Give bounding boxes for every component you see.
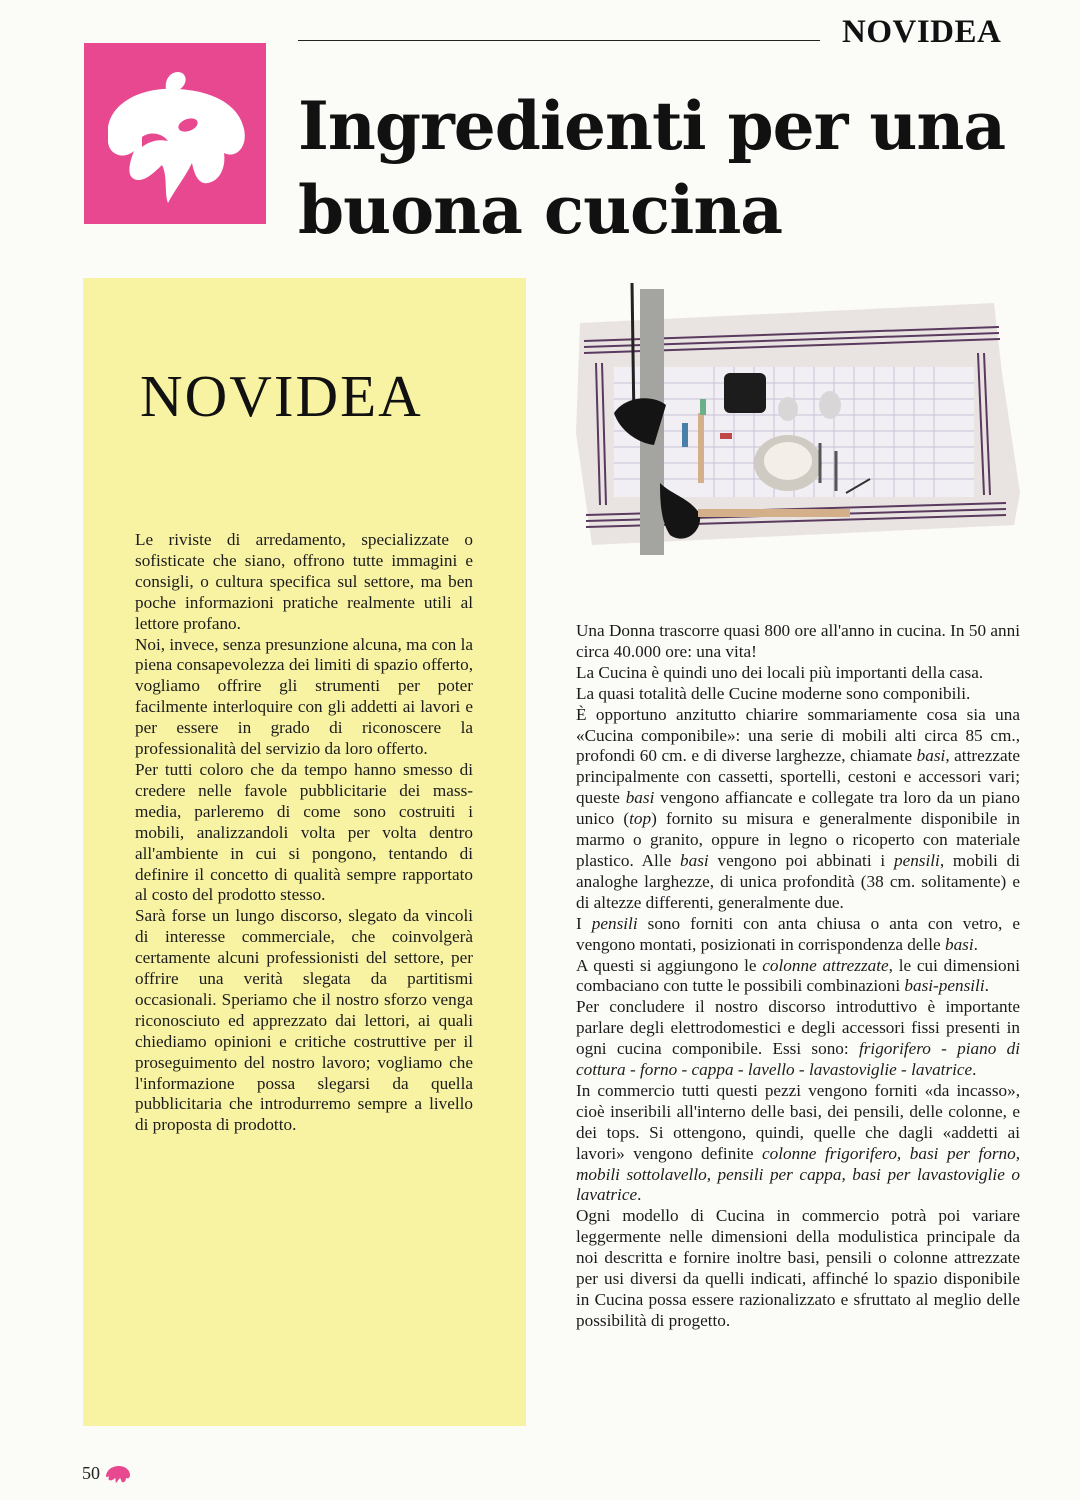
small-pink-logo-icon xyxy=(104,1464,132,1484)
page-number: 50 xyxy=(82,1463,100,1483)
intro-paragraph: Le riviste di arredamento, specializzate o sofisticate che siano, offrono tutte immagini e consigli, o cultura specifica sul settore, ma ben poche informazioni pratiche realmente utili al lettore profano. xyxy=(135,530,473,633)
body-text: In commercio tutti questi pezzi vengono forniti «da incasso», cioè inseribili all'interno delle basi, dei pensili, delle colonne, e dei tops. Si ottengono, quindi, quelle che dagli «addetti ai lavori» vengono definite xyxy=(576,1080,1020,1163)
stylized-elephant-logo-icon xyxy=(84,43,266,224)
body-paragraph xyxy=(576,997,1020,1081)
body-paragraph: La Cucina è quindi uno dei locali più importanti della casa. xyxy=(576,662,984,682)
body-text: , attrezzate principalmente con cassetti, sportelli, cestoni e accessori vari; queste xyxy=(576,746,1020,808)
body-paragraph xyxy=(576,914,1020,956)
body-paragraph: La quasi totalità delle Cucine moderne sono componibili. xyxy=(576,683,971,703)
body-text: vengono affiancate e collegate tra loro da un piano unico ( xyxy=(576,788,1020,829)
body-text: A questi si aggiungono le xyxy=(576,955,763,975)
body-paragraph xyxy=(576,1081,1020,1206)
body-paragraph: Ogni modello di Cucina in commercio potrà poi variare leggermente nelle dimensioni della modulistica principale da noi descritta e fornire inoltre basi, pensili o colonne attrezzate per usi diversi da quelli indicati, affinché lo spazio disponibile in Cucina possa essere razionalizzato e sfruttato al meglio delle possibilità di progetto. xyxy=(576,1206,1020,1330)
body-paragraph: Una Donna trascorre quasi 800 ore all'anno in cucina. In 50 anni circa 40.000 ore: una vita! xyxy=(576,621,1020,661)
body-text: , le cui dimensioni combaciano con tutte le possibili combinazioni xyxy=(576,955,1020,996)
header-rule xyxy=(298,40,820,41)
body-text: Per concludere il nostro discorso introduttivo è importante parlare degli elettrodomestici e degli accessori fissi presenti in ogni cucina componibile. Essi sono: xyxy=(576,997,1020,1059)
article-body xyxy=(576,621,1020,1332)
intro-paragraph: Sarà forse un lungo discorso, slegato da vincoli di interesse commerciale, che coinvolgerà certamente alcuni professionisti del settore, per offrire una verità slegata da partitismi occasionali. Speriamo che il nostro sforzo venga riconosciuto ed apprezzato dai lettori, ai quali chiediamo opinioni e critiche costruttive per il proseguimento del nostro lavoro; vogliamo che l'informazione possa slegarsi da quella pubblicitaria che introdurremo sempre a livello di proposta di prodotto. xyxy=(135,906,473,1135)
body-text: . xyxy=(984,976,989,996)
body-text: vengono poi abbinati i xyxy=(708,850,894,870)
body-text: . xyxy=(973,934,978,954)
body-text: I xyxy=(576,913,592,933)
body-emphasis: frigorifero - piano di cottura - forno - cappa - lavello - lavastoviglie - lavatrice xyxy=(576,1039,1020,1080)
intro-paragraph: Per tutti coloro che da tempo hanno smesso di credere nelle favole pubblicitarie dei mass-media, parleremo di come sono costruiti i mobili, analizzandoli volta per volta dentro all'ambiente in cui si pongono, tentando di definire il concetto di qualità sempre rapportato al costo del prodotto stesso. xyxy=(135,759,473,905)
body-text: ) fornito su misura e generalmente disponibile in marmo o granito, oppure in legno o ricoperto con materiale plastico. Alle xyxy=(576,809,1020,870)
body-text: . xyxy=(972,1060,977,1080)
body-emphasis: basi xyxy=(680,850,709,870)
body-emphasis: colonne frigorifero, basi per forno, mobili sottolavello, pensili per cappa, basi per lavastoviglie o lavatrice xyxy=(576,1143,1020,1205)
body-emphasis: basi xyxy=(625,788,655,808)
body-text: È opportuno anzitutto chiarire sommariamente cosa sia una «Cucina componibile»: una serie di mobili alti circa 85 cm., profondi 60 cm. e di diverse larghezze, chiamate xyxy=(576,704,1020,766)
body-paragraph xyxy=(576,705,1020,914)
section-tag: NOVIDEA xyxy=(842,14,1002,50)
panel-heading: NOVIDEA xyxy=(140,363,423,429)
body-paragraph xyxy=(576,956,1020,998)
body-emphasis: basi xyxy=(944,934,974,954)
intro-text xyxy=(135,530,473,1136)
logo-badge xyxy=(84,43,266,224)
body-text: sono forniti con anta chiusa o anta con vetro, e vengono montati, posizionati in corrispondenza delle xyxy=(576,913,1020,954)
body-emphasis: pensili xyxy=(591,913,638,933)
body-emphasis: colonne attrezzate xyxy=(762,955,889,975)
body-emphasis: top xyxy=(629,809,652,829)
body-text: . xyxy=(637,1185,642,1205)
article-title xyxy=(298,84,1058,252)
intro-paragraph: Noi, invece, senza presunzione alcuna, ma con la piena consapevolezza dei limiti di spazio offerto, vogliamo offrire gli strumenti per poter facilmente interloquire con gli addetti ai lavori e per essere in grado di riconoscere la professionalità del servizio da loro offerto. xyxy=(135,634,473,759)
kitchen-table-photo xyxy=(574,283,1023,555)
body-emphasis: basi-pensili xyxy=(904,976,985,996)
body-emphasis: pensili xyxy=(893,850,940,870)
title-line-2: buona cucina xyxy=(298,171,783,249)
body-text: , mobili di analoghe larghezze, di unica profondità (38 cm. solitamente) e di altezze differenti, generalmente due. xyxy=(576,850,1020,912)
body-emphasis: basi xyxy=(916,746,946,766)
title-line-1: Ingredienti per una xyxy=(298,87,1006,165)
